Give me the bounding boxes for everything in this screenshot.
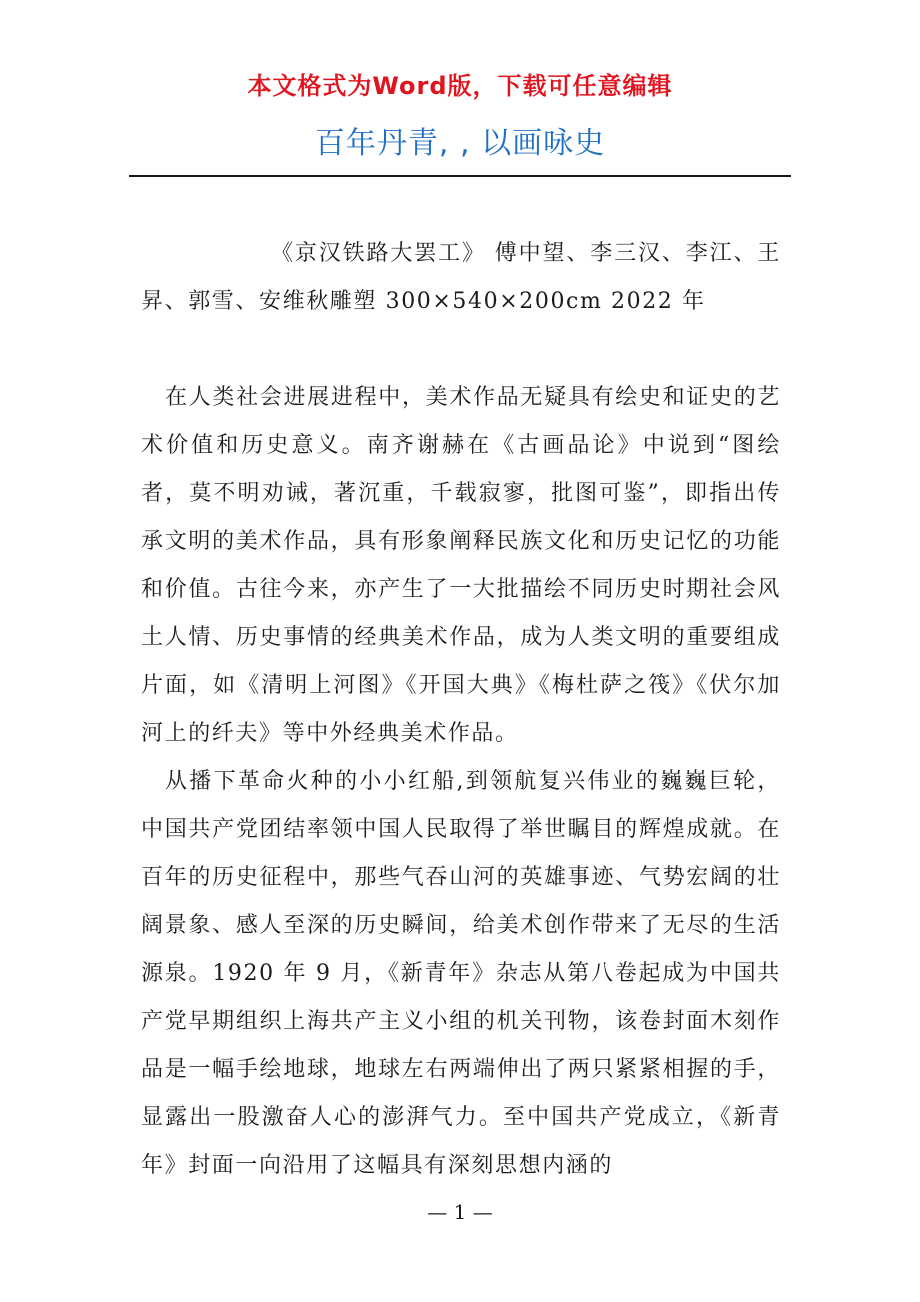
page-number: — 1 — [427,1200,493,1224]
document-body [141,230,781,1190]
body-paragraph-2: 从播下革命火种的小小红船,到领航复兴伟业的巍巍巨轮，中国共产党团结率领中国人民取得了举世瞩目的辉煌成就。在百年的历史征程中，那些气吞山河的英雄事迹、气势宏阔的壮阔景象、感人至深的历史瞬间，给美术创作带来了无尽的生活源泉。1920 年 9 月，《新青年》杂志从第八卷起成为中国共产党早期组织上海共产主义小组的机关刊物，该卷封面木刻作品是一幅手绘地球，地球左右两端伸出了两只紧紧相握的手，显露出一股激奋人心的澎湃气力。至中国共产党成立，《新青年》封面一向沿用了这幅具有深刻思想内涵的 [141,769,781,1178]
format-notice: 本文格式为Word版，下载可任意编辑 [247,72,673,100]
page-title: 百年丹青, , 以画咏史 [314,126,606,161]
title-divider [129,175,791,177]
image-caption: 《京汉铁路大罢工》 傅中望、李三汉、李江、王昇、郭雪、安维秋雕塑 300×540×200cm 2022 年 [141,241,781,314]
body-paragraph-1: 在人类社会进展进程中，美术作品无疑具有绘史和证史的艺术价值和历史意义。南齐谢赫在《古画品论》中说到“图绘者，莫不明劝诫，著沉重，千载寂寥，批图可鉴”，即指出传承文明的美术作品，具有形象阐释民族文化和历史记忆的功能和价值。古往今来，亦产生了一大批描绘不同历史时期社会风土人情、历史事情的经典美术作品，成为人类文明的重要组成片面，如《清明上河图》《开国大典》《梅杜萨之筏》《伏尔加河上的纤夫》等中外经典美术作品。 [141,385,781,746]
